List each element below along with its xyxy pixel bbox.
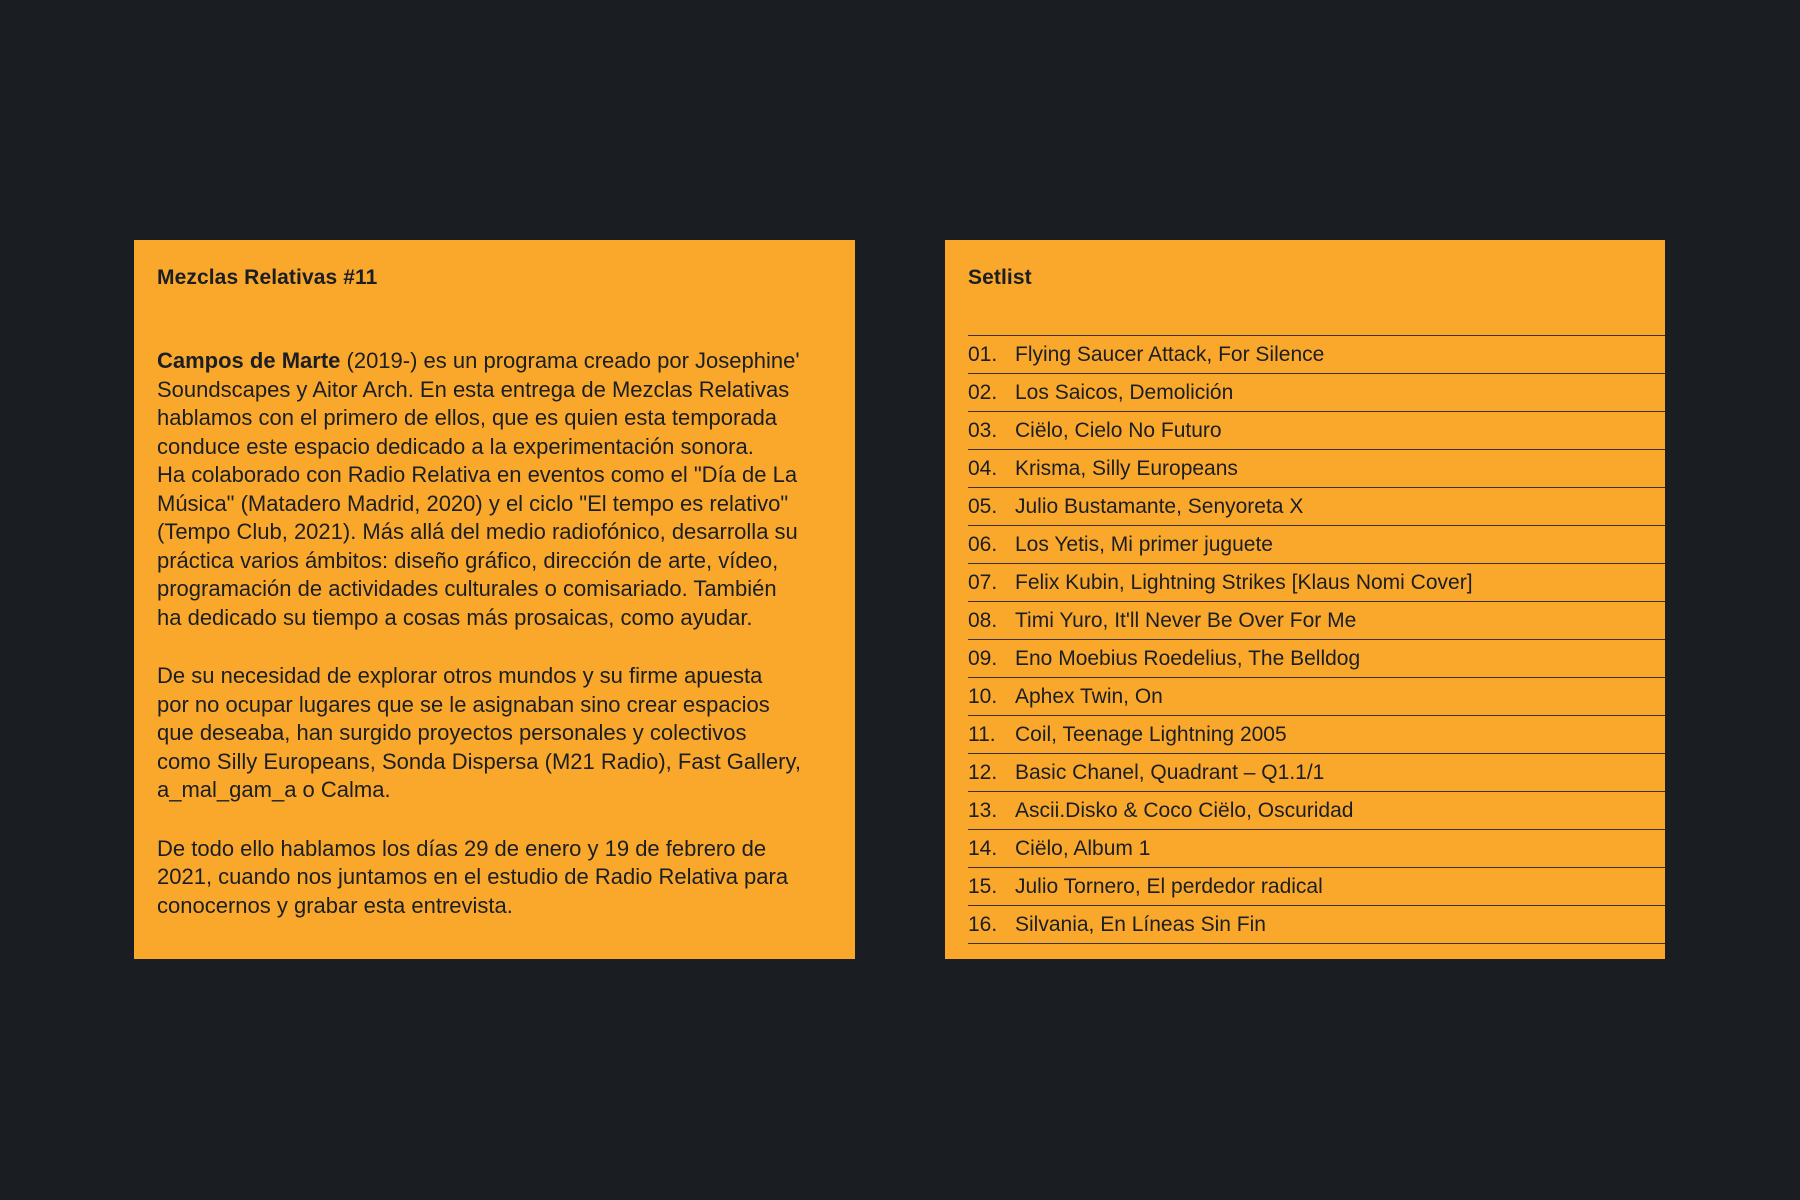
track-row [968,716,1665,754]
track-number: 08. [968,608,998,632]
track-title: Ciëlo, Album 1 [1015,836,1151,860]
paragraph-line: ha dedicado su tiempo a cosas más prosaicas, como ayudar. [157,604,753,630]
track-row [968,374,1665,412]
paragraph-line: Soundscapes y Aitor Arch. En esta entrega de Mezclas Relativas [157,376,790,402]
track-row [968,830,1665,868]
episode-paragraph-1 [157,347,832,632]
episode-info-panel [134,240,855,959]
track-row [968,526,1665,564]
paragraph-line: Música" (Matadero Madrid, 2020) y el ciclo "El tempo es relativo" [157,490,789,516]
track-title: Silvania, En Líneas Sin Fin [1015,912,1266,936]
track-title: Flying Saucer Attack, For Silence [1015,342,1325,366]
track-title: Julio Tornero, El perdedor radical [1015,874,1323,898]
paragraph-line [157,347,832,376]
track-title: Eno Moebius Roedelius, The Belldog [1015,646,1361,670]
track-row [968,640,1665,678]
track-number: 11. [968,722,996,746]
track-number: 16. [968,912,998,936]
track-row [968,906,1665,944]
track-row [968,754,1665,792]
track-number: 15. [968,874,998,898]
track-row [968,336,1665,374]
paragraph-line: que deseaba, han surgido proyectos personales y colectivos [157,720,747,745]
track-title: Aphex Twin, On [1015,684,1163,708]
episode-paragraph-3 [157,835,832,921]
track-row [968,450,1665,488]
track-number: 03. [968,418,998,442]
track-title: Julio Bustamante, Senyoreta X [1015,494,1304,518]
episode-title: Mezclas Relativas #11 [157,266,378,289]
track-row [968,792,1665,830]
track-number: 06. [968,532,998,556]
track-title: Ascii.Disko & Coco Ciëlo, Oscuridad [1015,798,1354,822]
track-number: 14. [968,836,998,860]
paragraph-line: De su necesidad de explorar otros mundos y su firme apuesta [157,663,763,688]
paragraph-line: como Silly Europeans, Sonda Dispersa (M21 Radio), Fast Gallery, [157,748,801,774]
paragraph-line: conocernos y grabar esta entrevista. [157,892,513,918]
paragraph-line: a_mal_gam_a o Calma. [157,777,391,802]
track-title: Coil, Teenage Lightning 2005 [1015,722,1287,746]
paragraph-line: Ha colaborado con Radio Relativa en eventos como el "Día de La [157,462,798,487]
track-row [968,564,1665,602]
tracklist [968,335,1665,944]
paragraph-line: De todo ello hablamos los días 29 de enero y 19 de febrero de [157,835,767,861]
track-number: 09. [968,646,998,670]
track-title: Krisma, Silly Europeans [1015,456,1238,480]
paragraph-line: conduce este espacio dedicado a la experimentación sonora. [157,433,754,459]
track-row [968,868,1665,906]
paragraph-line: por no ocupar lugares que se le asignaban sino crear espacios [157,691,770,717]
track-number: 04. [968,456,998,480]
track-row [968,412,1665,450]
paragraph-line: práctica varios ámbitos: diseño gráfico, dirección de arte, vídeo, [157,547,779,573]
track-title: Timi Yuro, It'll Never Be Over For Me [1015,608,1357,632]
episode-paragraph-2 [157,662,832,805]
track-number: 01. [968,342,998,366]
paragraph-line-text: (2019-) es un programa creado por Josephine' [340,348,800,373]
track-number: 10. [968,684,998,708]
track-title: Ciëlo, Cielo No Futuro [1015,418,1222,442]
track-title: Los Saicos, Demolición [1015,380,1234,404]
paragraph-line: 2021, cuando nos juntamos en el estudio de Radio Relativa para [157,864,789,889]
track-row [968,678,1665,716]
track-title: Felix Kubin, Lightning Strikes [Klaus Nomi Cover] [1015,570,1473,594]
track-row [968,488,1665,526]
track-number: 02. [968,380,998,404]
track-number: 13. [968,798,998,822]
paragraph-line: (Tempo Club, 2021). Más allá del medio radiofónico, desarrolla su [157,519,798,544]
track-title: Basic Chanel, Quadrant – Q1.1/1 [1015,760,1325,784]
track-row [968,602,1665,640]
track-number: 07. [968,570,998,594]
track-number: 12. [968,760,998,784]
program-name-bold: Campos de Marte [157,348,341,373]
setlist-panel [945,240,1665,959]
track-number: 05. [968,494,998,518]
paragraph-line: programación de actividades culturales o comisariado. También [157,576,777,601]
setlist-title: Setlist [968,266,1032,289]
paragraph-line: hablamos con el primero de ellos, que es quien esta temporada [157,405,778,430]
track-title: Los Yetis, Mi primer juguete [1015,532,1273,556]
